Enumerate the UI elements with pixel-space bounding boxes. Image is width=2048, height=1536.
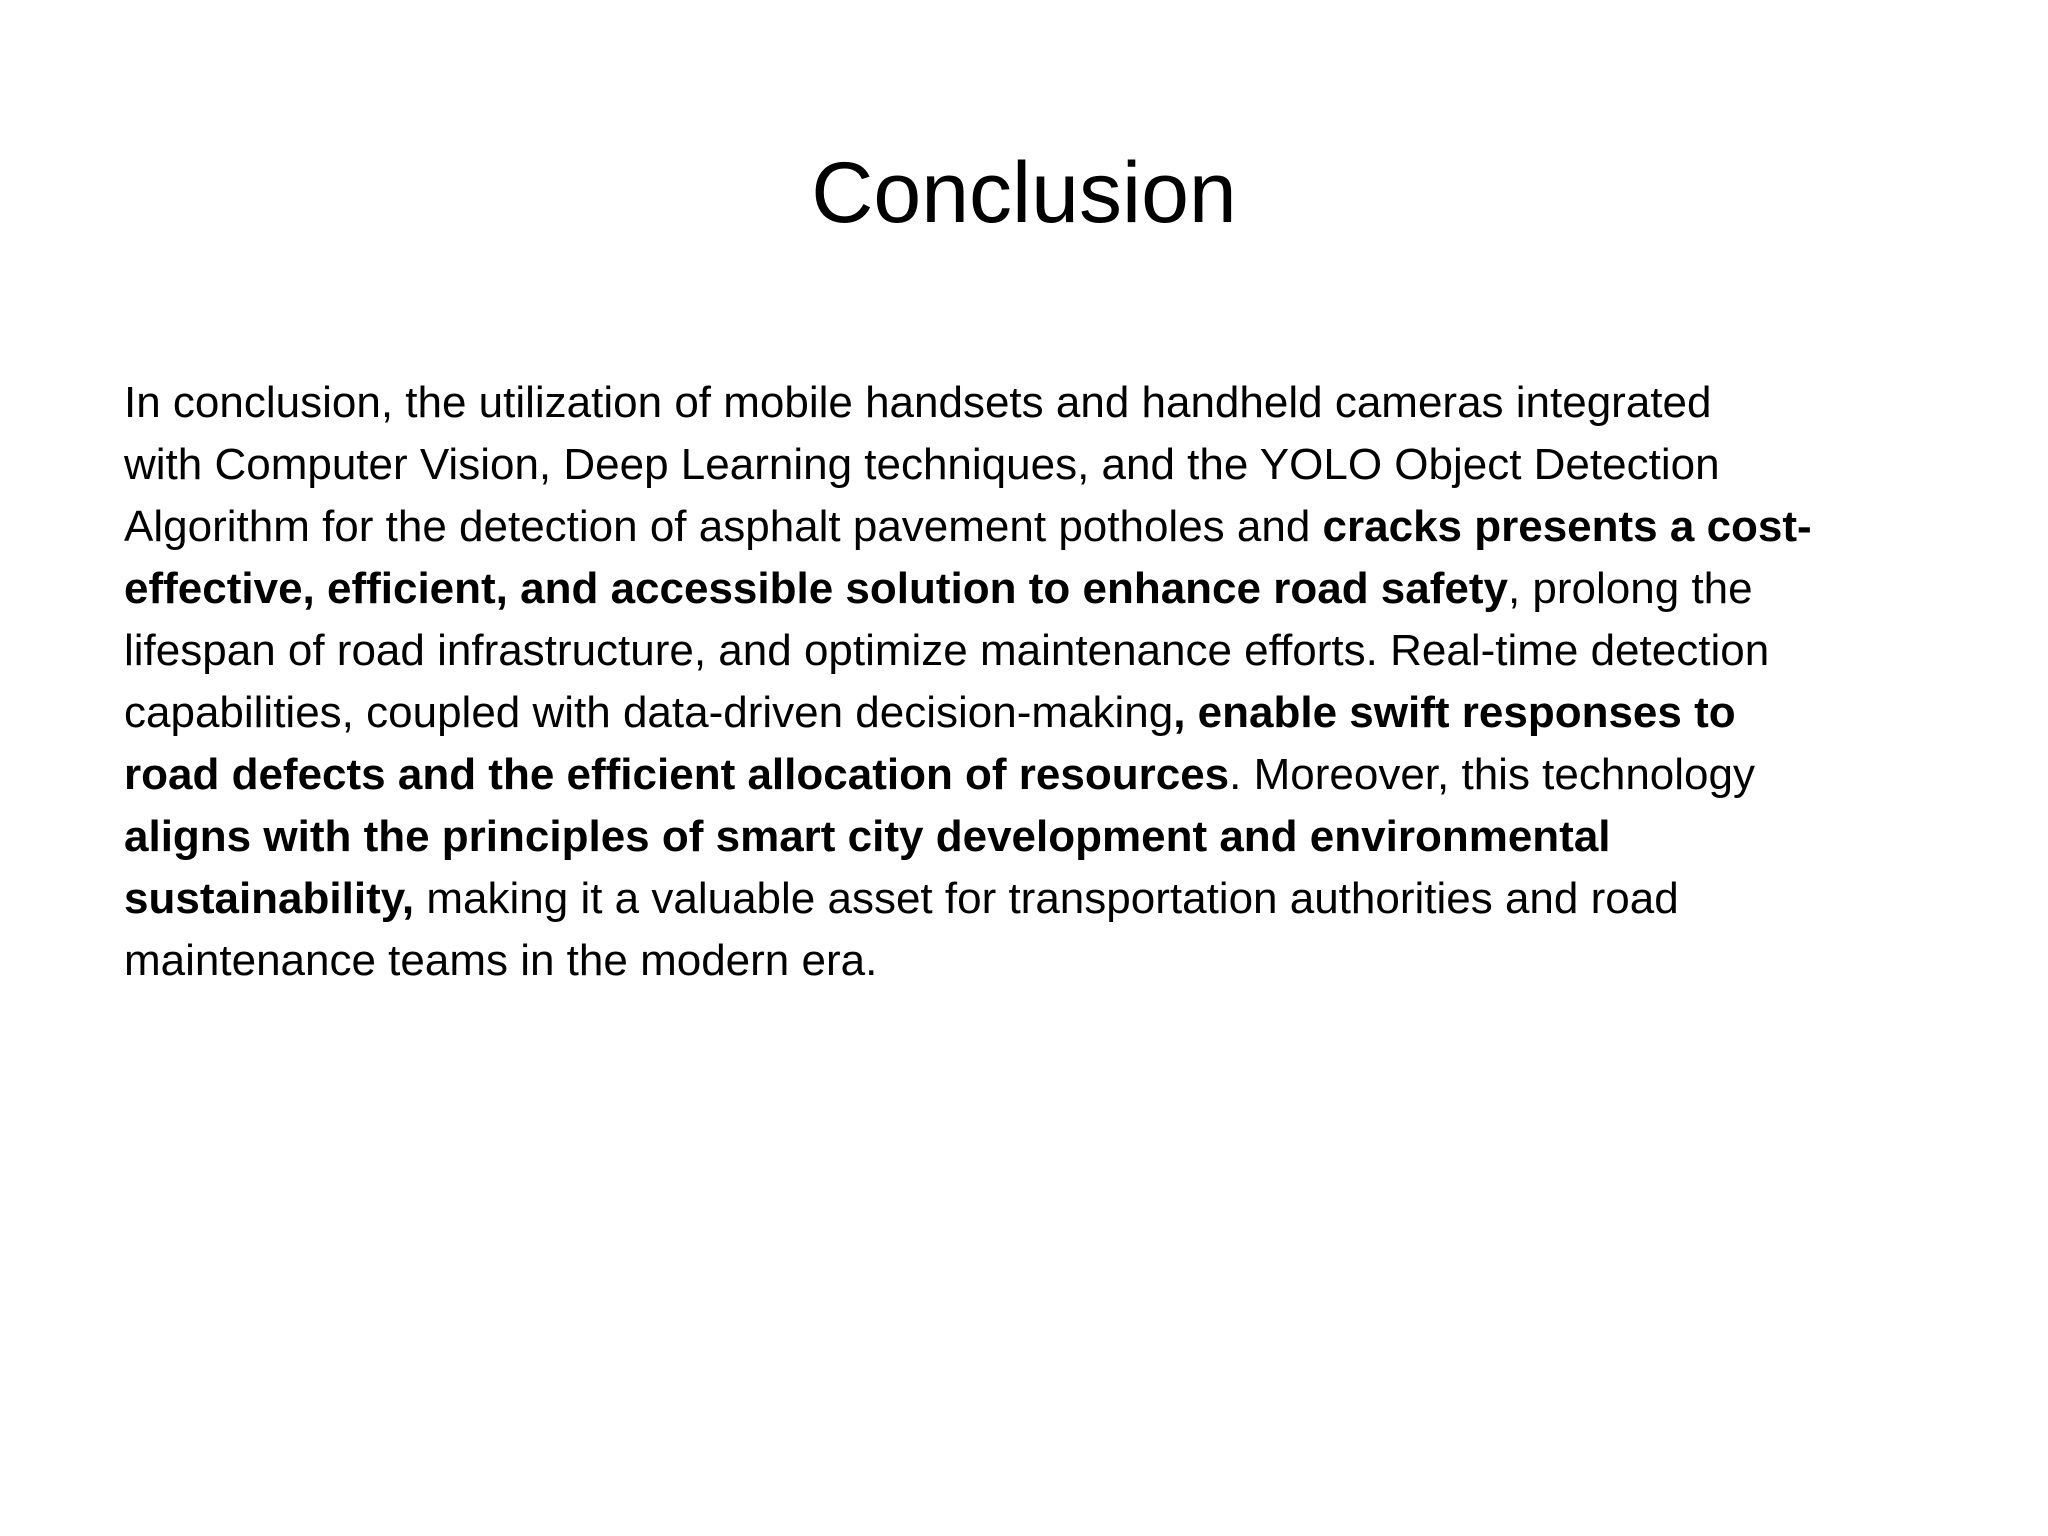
body-bold-run: sustainability,	[124, 874, 415, 923]
body-line-4	[124, 558, 1948, 620]
body-text-run: Algorithm for the detection of asphalt pavement potholes and	[124, 502, 1323, 551]
body-text-run: capabilities, coupled with data-driven decision-making	[124, 688, 1174, 737]
body-text-run: lifespan of road infrastructure, and optimize maintenance efforts. Real-time detection	[124, 626, 1770, 675]
body-line-6	[124, 682, 1948, 744]
body-line-9	[124, 868, 1948, 930]
body-line-5	[124, 620, 1948, 682]
body-bold-run: , enable swift responses to	[1173, 688, 1736, 737]
body-bold-run: road defects and the efficient allocation of resources	[124, 750, 1230, 799]
slide-title: Conclusion	[811, 145, 1237, 241]
body-bold-run: effective, efficient, and accessible solution to enhance road safety	[124, 564, 1508, 613]
body-text-run: with Computer Vision, Deep Learning techniques, and the YOLO Object Detection	[124, 440, 1720, 489]
body-line-8	[124, 806, 1948, 868]
body-line-10	[124, 930, 1948, 992]
body-text-run: making it a valuable asset for transportation authorities and road	[414, 874, 1679, 923]
body-text-run: . Moreover, this technology	[1229, 750, 1755, 799]
body-line-7	[124, 744, 1948, 806]
body-line-3	[124, 496, 1948, 558]
slide-body	[124, 372, 1948, 992]
body-line-2	[124, 434, 1948, 496]
body-line-1	[124, 372, 1948, 434]
body-bold-run: cracks presents a cost-	[1322, 502, 1812, 551]
body-text-run: In conclusion, the utilization of mobile handsets and handheld cameras integrated	[124, 378, 1712, 427]
body-text-run: maintenance teams in the modern era.	[124, 936, 878, 985]
body-text-run: , prolong the	[1507, 564, 1753, 613]
body-bold-run: aligns with the principles of smart city development and environmental	[124, 812, 1611, 861]
